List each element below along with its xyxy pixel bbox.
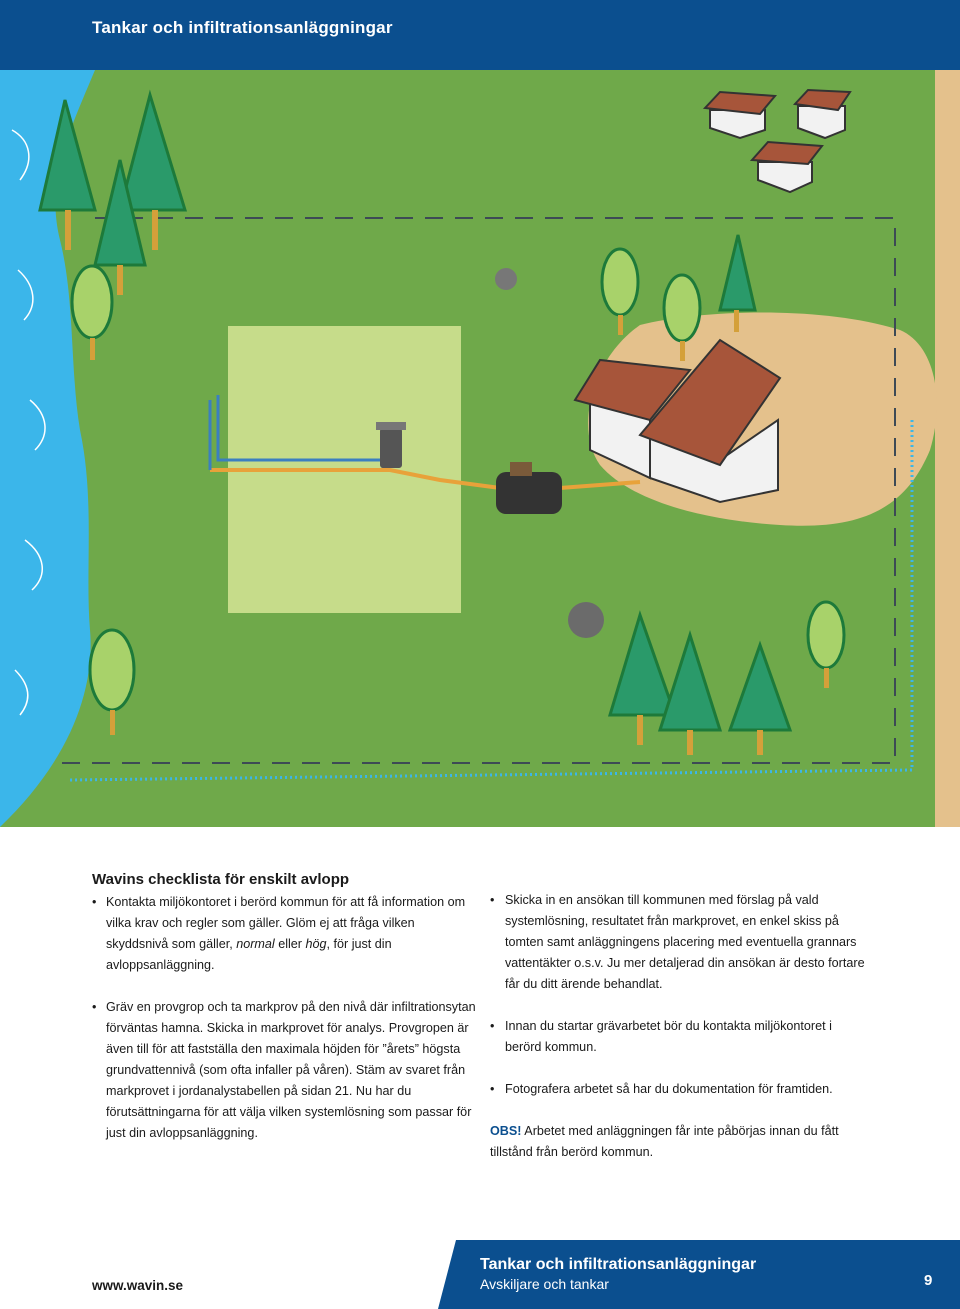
page-header-title: Tankar och infiltrationsanläggningar — [92, 18, 393, 37]
list-item — [490, 1079, 870, 1100]
list-item — [92, 997, 477, 1144]
checklist-title: Wavins checklista för enskilt avlopp — [92, 871, 350, 888]
list-item-text: Fotografera arbetet så har du dokumentation för framtiden. — [505, 1082, 833, 1096]
obs-text: Arbetet med anläggningen får inte påbörjas innan du fått tillstånd från berörd kommun. — [490, 1124, 839, 1159]
checklist-right-column — [490, 890, 870, 1163]
obs-label: OBS! — [490, 1124, 522, 1138]
footer-band — [438, 1240, 960, 1309]
list-item-text: Innan du startar grävarbetet bör du kontakta miljökontoret i berörd kommun. — [505, 1019, 832, 1054]
footer-url-link[interactable]: www.wavin.se — [92, 1278, 184, 1293]
footer-title: Tankar och infiltrationsanläggningar — [480, 1256, 757, 1273]
well-cover — [495, 268, 517, 290]
checklist-left-column — [92, 870, 477, 1165]
list-item-text: eller — [274, 937, 306, 951]
list-item-text: Gräv en provgrop och ta markprov på den nivå där infiltrationsytan förväntas hamna. Skicka in markprovet för analys. Provgropen är även till för att fastställa den maximala höjden för ”årets” högsta grundvattennivå (som ofta infaller på våren). Stäm av svaret från markprovet i jordanalystabellen på sidan 21. Nu har du förutsättningarna för att välja vilken systemlösning som passar för just din avloppsanläggning. — [106, 1000, 476, 1140]
checklist-left-list — [92, 892, 477, 1144]
emphasis-normal: normal — [236, 937, 275, 951]
emphasis-hog: hög — [305, 937, 327, 951]
round-well — [568, 602, 604, 638]
page-number: 9 — [924, 1272, 933, 1289]
list-item-text: , för just din avloppsanläggning. — [106, 937, 392, 972]
sand-road — [935, 70, 960, 827]
list-item — [490, 890, 870, 995]
obs-note — [490, 1121, 870, 1163]
footer-subtitle: Avskiljare och tankar — [480, 1276, 609, 1292]
list-item-text: Skicka in en ansökan till kommunen med förslag på vald systemlösning, resultatet från markprovet, en enkel skiss på tomten samt anläggningens placering med eventuella grannars vattentäkter o.s.v. Ju mer detaljerad din ansökan är desto fortare får du ditt ärende behandlat. — [505, 893, 865, 991]
checklist-right-list — [490, 890, 870, 1100]
pump-well — [376, 422, 406, 468]
list-item — [92, 892, 477, 976]
list-item-text: Kontakta miljökontoret i berörd kommun för att få information om vilka krav och regler som gäller. Glöm ej att fråga vilken skyddsnivå som gäller, — [106, 895, 466, 951]
site-plan-illustration — [0, 70, 960, 827]
list-item — [490, 1016, 870, 1058]
